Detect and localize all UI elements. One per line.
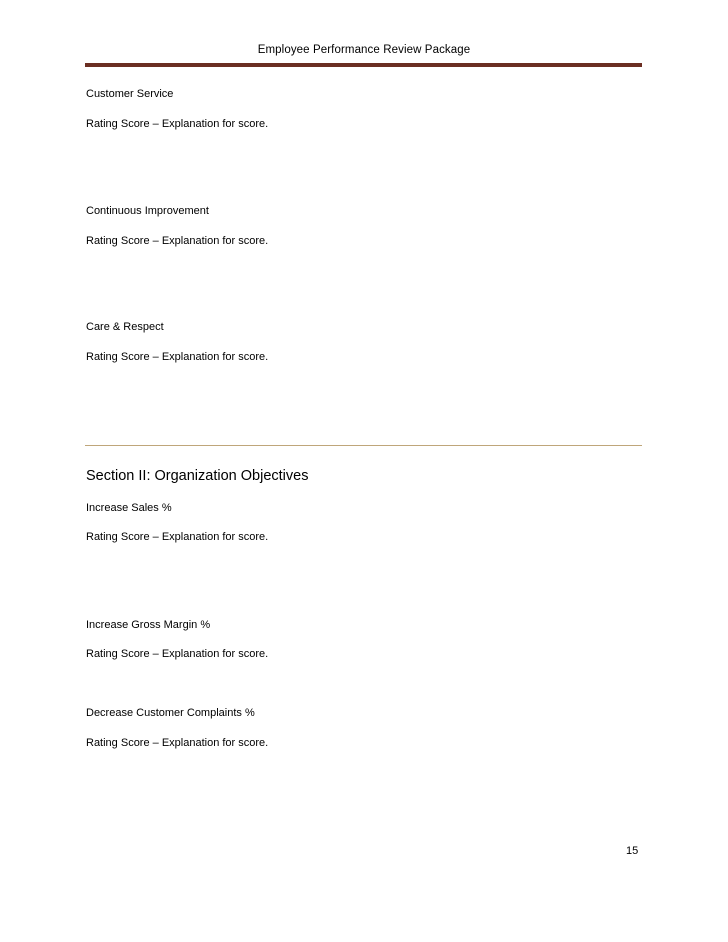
item-rating-decrease-complaints: Rating Score – Explanation for score. <box>86 737 269 749</box>
item-rating-care-respect: Rating Score – Explanation for score. <box>86 351 269 363</box>
item-title-increase-gross-margin: Increase Gross Margin % <box>86 619 211 631</box>
item-title-increase-sales: Increase Sales % <box>86 502 172 514</box>
item-title-customer-service: Customer Service <box>86 88 174 100</box>
section-heading: Section II: Organization Objectives <box>86 468 309 484</box>
item-rating-continuous-improvement: Rating Score – Explanation for score. <box>86 235 269 247</box>
item-rating-increase-gross-margin: Rating Score – Explanation for score. <box>86 648 269 660</box>
item-title-care-respect: Care & Respect <box>86 321 164 333</box>
header-divider <box>85 63 642 67</box>
item-rating-increase-sales: Rating Score – Explanation for score. <box>86 531 269 543</box>
page-number: 15 <box>626 845 639 857</box>
item-title-continuous-improvement: Continuous Improvement <box>86 205 209 217</box>
section-divider <box>85 445 642 446</box>
page-header-title: Employee Performance Review Package <box>257 44 471 56</box>
item-title-decrease-complaints: Decrease Customer Complaints % <box>86 707 255 719</box>
item-rating-customer-service: Rating Score – Explanation for score. <box>86 118 269 130</box>
